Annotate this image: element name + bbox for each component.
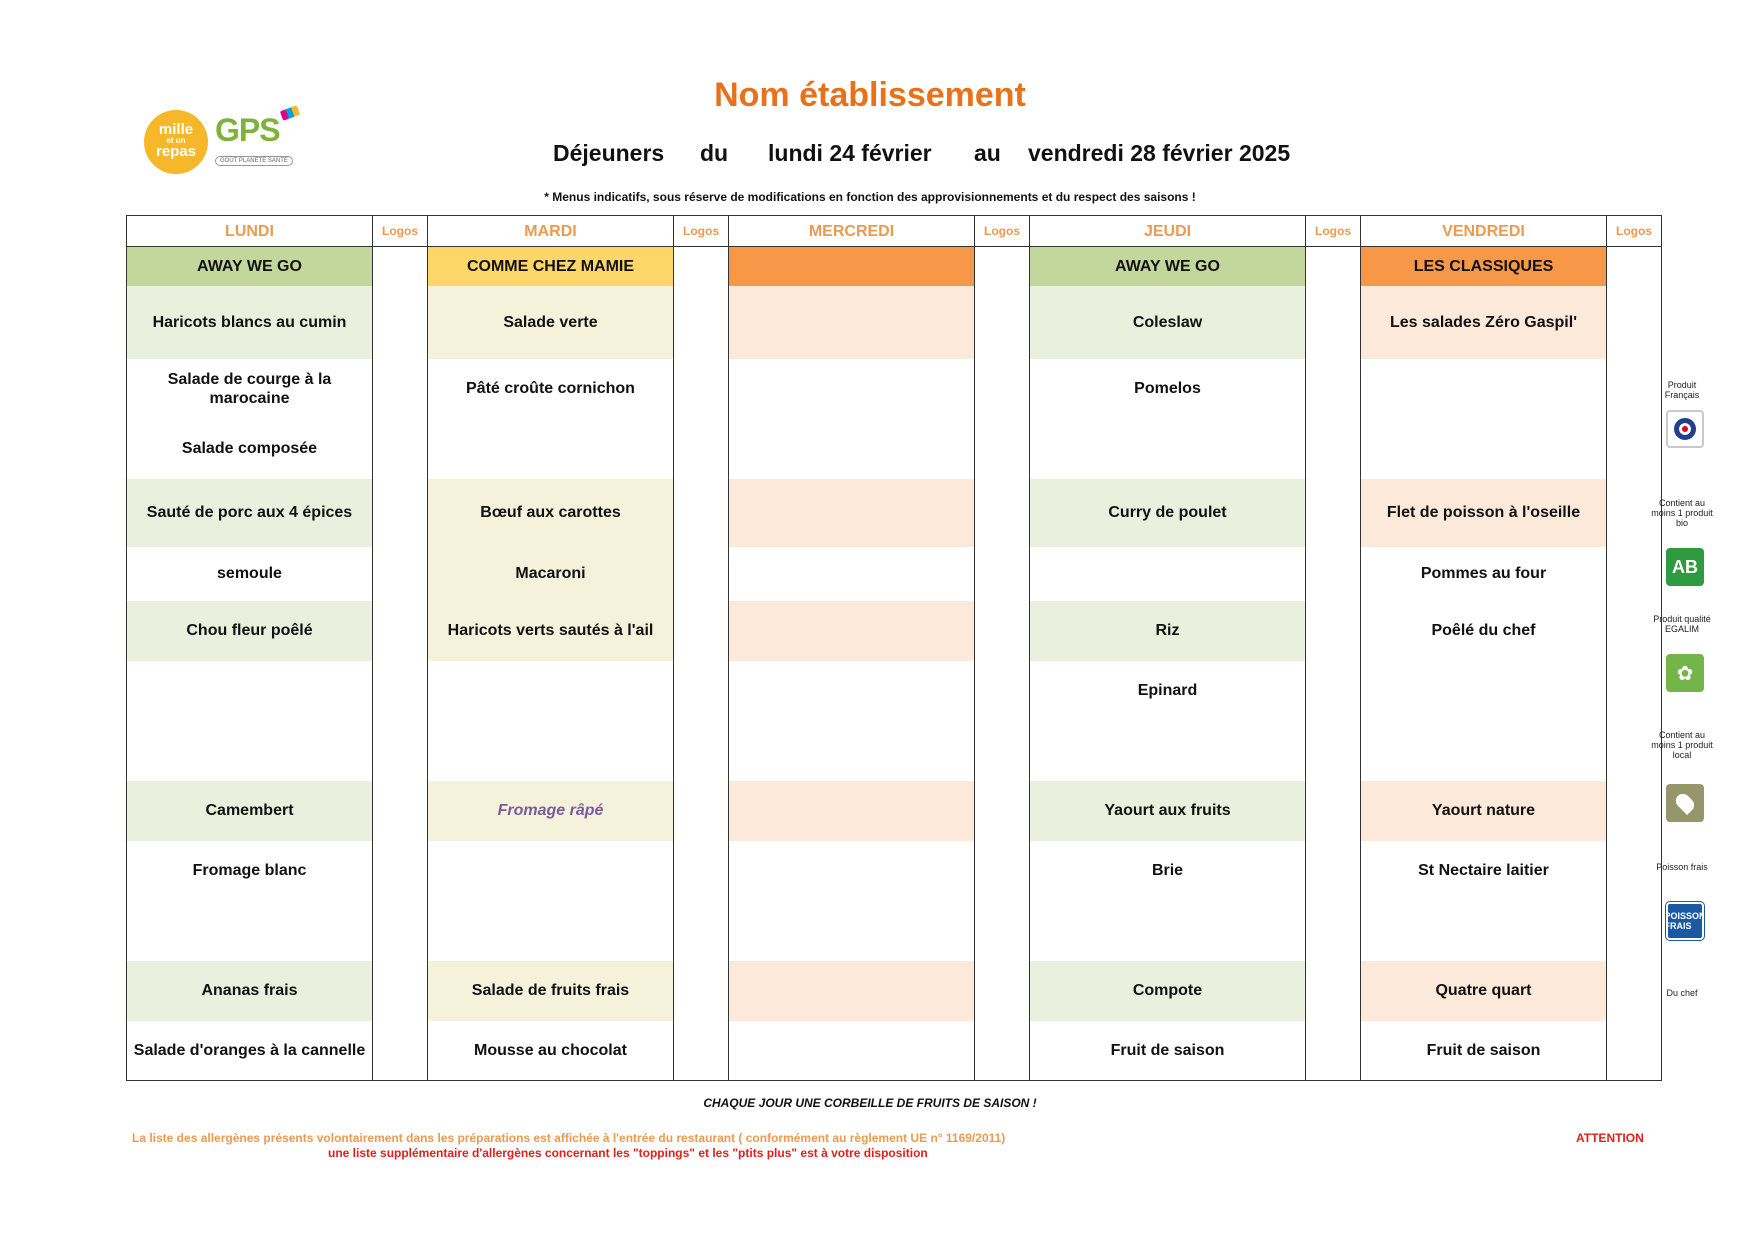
dish-lundi (127, 721, 373, 781)
dish-vendredi: Yaourt nature (1361, 781, 1607, 841)
theme-vendredi: LES CLASSIQUES (1361, 247, 1607, 286)
logo-cell (674, 841, 729, 901)
dish-mardi: Salade de fruits frais (428, 961, 674, 1021)
logo-cell (975, 419, 1030, 479)
logo-cell (1607, 286, 1662, 359)
logo-cell (975, 1021, 1030, 1081)
dish-vendredi: St Nectaire laitier (1361, 841, 1607, 901)
dish-jeudi: Curry de poulet (1030, 479, 1306, 547)
dish-vendredi: Quatre quart (1361, 961, 1607, 1021)
logo-cell (373, 841, 428, 901)
dish-mardi (428, 721, 674, 781)
logo-cell (975, 661, 1030, 721)
mille-et-un-repas-logo: mille et un repas (144, 110, 208, 174)
logo-cell (1306, 479, 1361, 547)
dish-lundi: semoule (127, 547, 373, 601)
toppings-notice: une liste supplémentaire d'allergènes concernant les "toppings" et les "ptits plus" est à votre disposition (328, 1146, 928, 1160)
logo-cell (674, 721, 729, 781)
logo-cell (1306, 247, 1361, 286)
logo-cell (1607, 661, 1662, 721)
logo-cell (975, 841, 1030, 901)
logo-cell (373, 359, 428, 419)
logo-cell (1306, 419, 1361, 479)
theme-lundi: AWAY WE GO (127, 247, 373, 286)
legend-produit-francais: Produit Français (1664, 380, 1700, 400)
dish-vendredi (1361, 419, 1607, 479)
theme-mardi: COMME CHEZ MAMIE (428, 247, 674, 286)
dish-mercredi (729, 1021, 975, 1081)
dish-jeudi: Fruit de saison (1030, 1021, 1306, 1081)
dish-lundi (127, 661, 373, 721)
dish-jeudi: Yaourt aux fruits (1030, 781, 1306, 841)
dish-lundi: Camembert (127, 781, 373, 841)
legend-poisson-frais: Poisson frais (1656, 862, 1708, 872)
dish-mercredi (729, 601, 975, 661)
dish-mardi (428, 901, 674, 961)
dish-mardi: Macaroni (428, 547, 674, 601)
dish-mercredi (729, 286, 975, 359)
menu-table (126, 215, 1662, 1081)
menu-row (127, 419, 1662, 479)
logos-header: Logos (674, 216, 729, 247)
dish-mardi (428, 841, 674, 901)
dish-mercredi (729, 479, 975, 547)
menu-row (127, 781, 1662, 841)
theme-row (127, 247, 1662, 286)
dish-vendredi: Poêlé du chef (1361, 601, 1607, 661)
dish-vendredi: Les salades Zéro Gaspil' (1361, 286, 1607, 359)
dish-mardi (428, 661, 674, 721)
logo-cell (1306, 601, 1361, 661)
logo-cell (975, 601, 1030, 661)
page-title: Nom établissement (714, 76, 1026, 114)
logos-header: Logos (1607, 216, 1662, 247)
legend-produit-local: Contient au moins 1 produit local (1651, 730, 1713, 760)
logos-header: Logos (1306, 216, 1361, 247)
logo-cell (373, 721, 428, 781)
dish-mardi: Mousse au chocolat (428, 1021, 674, 1081)
menu-note: * Menus indicatifs, sous réserve de modifications en fonction des approvisionnements et du respect des saisons ! (544, 190, 1196, 204)
logos-header: Logos (373, 216, 428, 247)
date-end: vendredi 28 février 2025 (1028, 140, 1291, 166)
logo-cell (1607, 901, 1662, 961)
dish-mardi: Fromage râpé (428, 781, 674, 841)
theme-mercredi (729, 247, 975, 286)
day-header-mardi: MARDI (428, 216, 674, 247)
dish-mercredi (729, 721, 975, 781)
logo-cell (975, 247, 1030, 286)
dish-lundi (127, 901, 373, 961)
legend-produit-bio: Contient au moins 1 produit bio (1651, 498, 1713, 528)
logos-header: Logos (975, 216, 1030, 247)
logo-cell (373, 547, 428, 601)
logo-cell (674, 961, 729, 1021)
dish-vendredi (1361, 359, 1607, 419)
menu-row (127, 721, 1662, 781)
dish-jeudi (1030, 547, 1306, 601)
logo-cell (1306, 359, 1361, 419)
menu-row (127, 1021, 1662, 1081)
dish-jeudi (1030, 721, 1306, 781)
dish-lundi: Salade de courge à la marocaine (127, 359, 373, 419)
theme-jeudi: AWAY WE GO (1030, 247, 1306, 286)
logo-cell (674, 547, 729, 601)
dish-lundi: Sauté de porc aux 4 épices (127, 479, 373, 547)
dish-vendredi (1361, 901, 1607, 961)
logo-cell (674, 419, 729, 479)
menu-row (127, 661, 1662, 721)
subtitle-label: Déjeuners (553, 140, 665, 166)
logo-cell (975, 479, 1030, 547)
dish-mercredi (729, 901, 975, 961)
dish-vendredi: Fruit de saison (1361, 1021, 1607, 1081)
logo-cell (674, 359, 729, 419)
dish-lundi: Ananas frais (127, 961, 373, 1021)
logo-cell (1607, 419, 1662, 479)
logo-cell (373, 601, 428, 661)
dish-mercredi (729, 781, 975, 841)
dish-mercredi (729, 547, 975, 601)
dish-jeudi (1030, 901, 1306, 961)
dish-vendredi: Flet de poisson à l'oseille (1361, 479, 1607, 547)
logo-cell (373, 479, 428, 547)
logo-cell (674, 661, 729, 721)
dish-lundi: Salade d'oranges à la cannelle (127, 1021, 373, 1081)
logo-cell (373, 286, 428, 359)
gps-logo (215, 112, 305, 172)
logo-cell (373, 961, 428, 1021)
day-header-lundi: LUNDI (127, 216, 373, 247)
dish-vendredi (1361, 721, 1607, 781)
dish-mardi: Haricots verts sautés à l'ail (428, 601, 674, 661)
logo-cell (1306, 1021, 1361, 1081)
legend-du-chef: Du chef (1666, 988, 1698, 998)
dish-lundi: Fromage blanc (127, 841, 373, 901)
gps-logo-text: GPS (215, 112, 280, 148)
dish-mercredi (729, 419, 975, 479)
agriculture-bio-icon: AB (1666, 548, 1704, 586)
dish-jeudi: Epinard (1030, 661, 1306, 721)
dish-lundi: Chou fleur poêlé (127, 601, 373, 661)
logo-cell (1607, 1021, 1662, 1081)
subtitle-au: au (974, 140, 1001, 166)
logo-cell (1607, 247, 1662, 286)
dish-mardi: Bœuf aux carottes (428, 479, 674, 547)
menu-row (127, 901, 1662, 961)
dish-mercredi (729, 841, 975, 901)
dish-jeudi: Pomelos (1030, 359, 1306, 419)
logo-cell (1306, 781, 1361, 841)
dish-vendredi (1361, 661, 1607, 721)
logo-cell (373, 1021, 428, 1081)
logo-cell (373, 781, 428, 841)
logo-cell (373, 419, 428, 479)
dish-mardi: Salade verte (428, 286, 674, 359)
dish-lundi: Salade composée (127, 419, 373, 479)
menu-row (127, 601, 1662, 661)
dish-jeudi: Coleslaw (1030, 286, 1306, 359)
dish-jeudi: Compote (1030, 961, 1306, 1021)
logo-cell (975, 961, 1030, 1021)
logo-cell (1607, 781, 1662, 841)
location-pin-icon (1666, 784, 1704, 822)
menu-row (127, 547, 1662, 601)
logo-cell (975, 547, 1030, 601)
logo-cell (1306, 661, 1361, 721)
menu-row (127, 359, 1662, 419)
menu-row (127, 286, 1662, 359)
logo-cell (1306, 961, 1361, 1021)
logo-cell (373, 247, 428, 286)
logo-cell (1306, 547, 1361, 601)
logo-cell (674, 901, 729, 961)
logo-cell (975, 901, 1030, 961)
logo-cell (674, 479, 729, 547)
dish-jeudi (1030, 419, 1306, 479)
poisson-frais-icon: POISSON FRAIS (1666, 902, 1704, 940)
allergenes-notice: La liste des allergènes présents volontairement dans les préparations est affichée à l'entrée du restaurant ( conformément au règlement UE n° 1169/2011) (132, 1131, 1006, 1145)
logo-cell (674, 781, 729, 841)
logo-cell (674, 286, 729, 359)
attention-label: ATTENTION (1576, 1131, 1644, 1145)
logo-cell (1306, 286, 1361, 359)
header-row (127, 216, 1662, 247)
dish-jeudi: Riz (1030, 601, 1306, 661)
logo-cell (975, 286, 1030, 359)
logo-cell (975, 721, 1030, 781)
logo-cell (1306, 841, 1361, 901)
day-header-vendredi: VENDREDI (1361, 216, 1607, 247)
legend-egalim: Produit qualité EGALIM (1653, 614, 1711, 634)
dish-mercredi (729, 359, 975, 419)
date-start: lundi 24 février (768, 140, 932, 166)
dish-mardi (428, 419, 674, 479)
logo-cell (1306, 721, 1361, 781)
gps-logo-subtitle: GOÛT PLANÈTE SANTÉ (215, 156, 293, 166)
logo-cell (975, 781, 1030, 841)
logo-cell (674, 1021, 729, 1081)
menu-row (127, 479, 1662, 547)
dish-lundi: Haricots blancs au cumin (127, 286, 373, 359)
logo-cell (674, 247, 729, 286)
dish-jeudi: Brie (1030, 841, 1306, 901)
menu-row (127, 841, 1662, 901)
dish-vendredi: Pommes au four (1361, 547, 1607, 601)
subtitle-du: du (700, 140, 729, 166)
logo-cell (373, 661, 428, 721)
day-header-mercredi: MERCREDI (729, 216, 975, 247)
logo-cell (975, 359, 1030, 419)
dish-mercredi (729, 961, 975, 1021)
logo-cell (1607, 547, 1662, 601)
produit-francais-icon (1666, 410, 1704, 448)
egalim-icon: ✿ (1666, 654, 1704, 692)
logo-cell (373, 901, 428, 961)
day-header-jeudi: JEUDI (1030, 216, 1306, 247)
logo-cell (674, 601, 729, 661)
logo-cell (1306, 901, 1361, 961)
dish-mardi: Pâté croûte cornichon (428, 359, 674, 419)
menu-row (127, 961, 1662, 1021)
fruits-notice: CHAQUE JOUR UNE CORBEILLE DE FRUITS DE SAISON ! (703, 1096, 1037, 1110)
dish-mercredi (729, 661, 975, 721)
